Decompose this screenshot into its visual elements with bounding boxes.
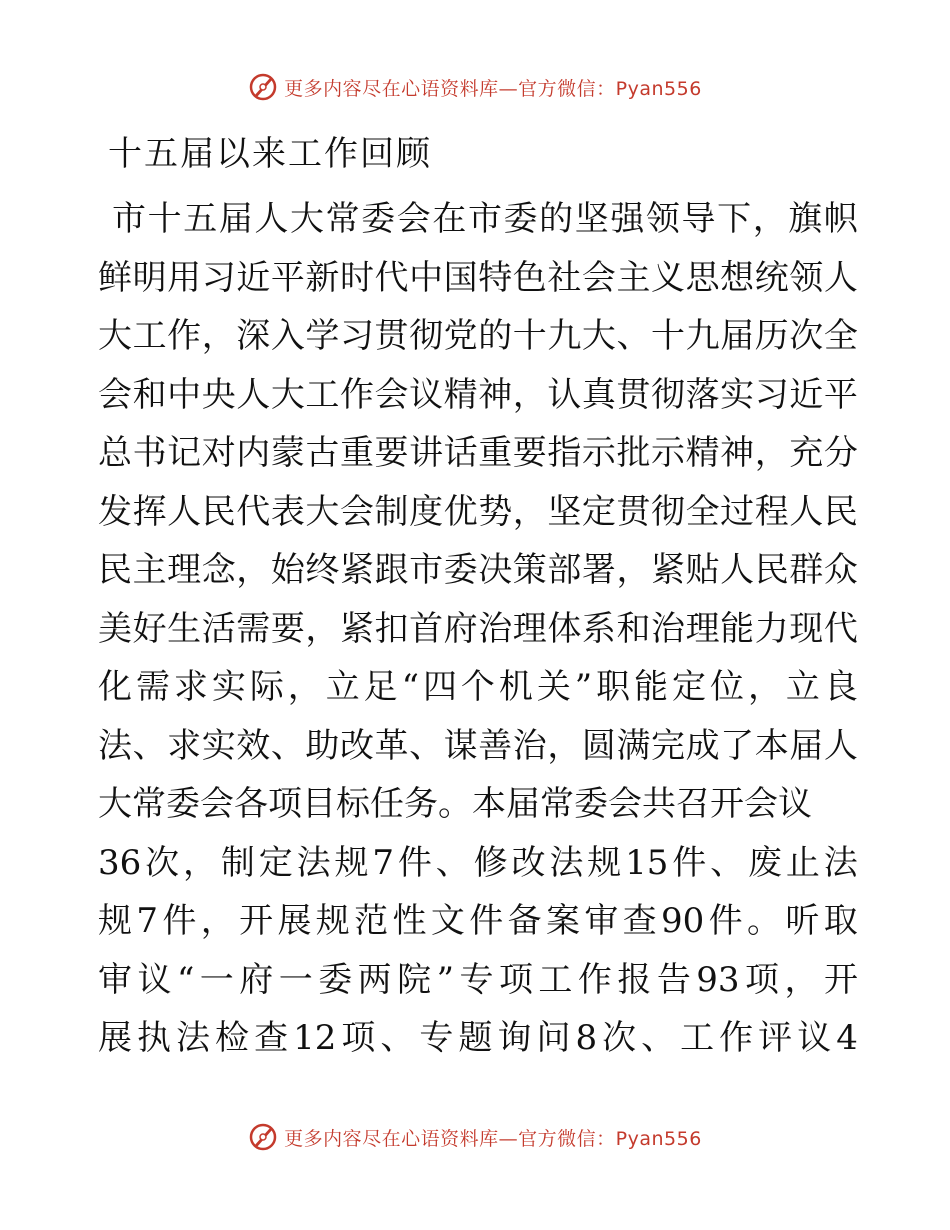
text-line: 发 挥 人 民 代 表 大 会 制 度 优 势 ， 坚 定 贯 彻 全 过 程 人 民	[98, 491, 858, 532]
text-line: 美 好 生 活 需 要 ， 紧 扣 首 府 治 理 体 系 和 治 理 能 力 现 代	[98, 608, 858, 649]
watermark-text: 更多内容尽在心语资料库—官方微信：Pyan556	[284, 77, 702, 100]
text-line: 规 7 件 ， 开 展 规 范 性 文 件 备 案 审 查 90 件 。 听 取	[98, 901, 858, 941]
text-line: 大常委会各项目标任务。本届常委会共召开会议	[98, 784, 812, 824]
text-line: 大 工 作 ， 深 入 学 习 贯 彻 党 的 十 九 大 、 十 九 届 历 次 全	[98, 316, 858, 356]
watermark-header	[0, 72, 950, 102]
body-paragraph	[98, 190, 858, 1068]
watermark-footer	[0, 1122, 950, 1152]
text-line: 总 书 记 对 内 蒙 古 重 要 讲 话 重 要 指 示 批 示 精 神 ， 充 分	[98, 433, 858, 473]
watermark-text: 更多内容尽在心语资料库—官方微信：Pyan556	[284, 1127, 702, 1150]
text-line: 化 需 求 实 际 ， 立 足 “ 四 个 机 关 ” 职 能 定 位 ， 立 良	[98, 667, 858, 707]
text-line: 展 执 法 检 查 12 项 、 专 题 询 问 8 次 、 工 作 评 议 4	[98, 1018, 858, 1058]
section-heading: 十五届以来工作回顾	[108, 134, 432, 174]
text-line: 法 、 求 实 效 、 助 改 革 、 谋 善 治 ， 圆 满 完 成 了 本 届 人	[98, 725, 858, 766]
text-line: 审 议 “ 一 府 一 委 两 院 ” 专 项 工 作 报 告 93 项 ， 开	[98, 959, 858, 1000]
text-line: 会 和 中 央 人 大 工 作 会 议 精 神 ， 认 真 贯 彻 落 实 习 近 平	[98, 374, 858, 415]
quill-seal-icon	[248, 1122, 278, 1152]
text-line: 市 十 五 届 人 大 常 委 会 在 市 委 的 坚 强 领 导 下 ， 旗 帜	[112, 199, 858, 239]
quill-seal-icon	[248, 72, 278, 102]
text-line: 36 次 ， 制 定 法 规 7 件 、 修 改 法 规 15 件 、 废 止 法	[98, 842, 858, 883]
text-line: 鲜 明 用 习 近 平 新 时 代 中 国 特 色 社 会 主 义 思 想 统 领 人	[98, 257, 858, 298]
text-line: 民 主 理 念 ， 始 终 紧 跟 市 委 决 策 部 署 ， 紧 贴 人 民 群 众	[98, 550, 858, 590]
